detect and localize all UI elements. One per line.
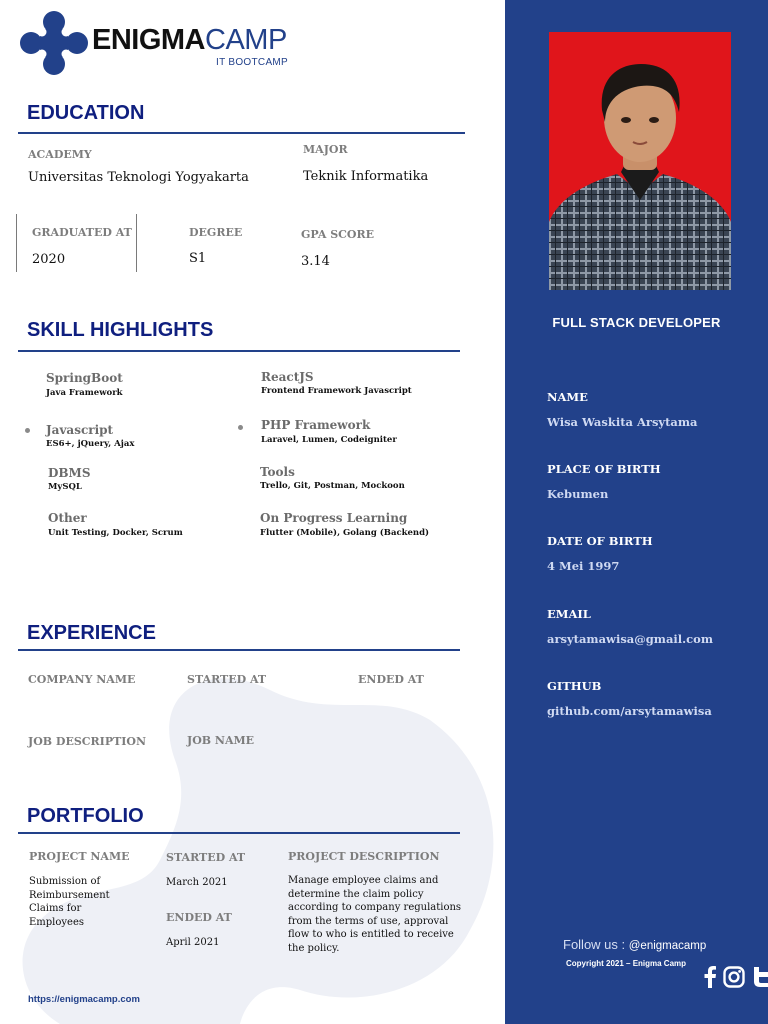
skill-name: ReactJS xyxy=(261,370,314,384)
experience-ended-label: ENDED AT xyxy=(358,673,424,686)
education-title: EDUCATION xyxy=(27,102,145,124)
skill-name: SpringBoot xyxy=(46,371,123,385)
company-name-label: COMPANY NAME xyxy=(28,673,136,686)
degree-value: S1 xyxy=(189,251,207,266)
email-value[interactable]: arsytamawisa@gmail.com xyxy=(547,632,713,646)
facebook-icon[interactable] xyxy=(703,966,717,988)
enigmacamp-logo xyxy=(20,10,310,78)
skill-name: DBMS xyxy=(48,466,91,480)
major-value: Teknik Informatika xyxy=(303,169,429,184)
gpa-value: 3.14 xyxy=(301,254,330,269)
bullet-icon xyxy=(238,425,243,430)
skill-desc: Trello, Git, Postman, Mockoon xyxy=(260,481,405,491)
skill-name: On Progress Learning xyxy=(260,511,408,525)
date-of-birth-block xyxy=(547,534,653,573)
social-icons xyxy=(703,966,768,988)
experience-title: EXPERIENCE xyxy=(27,622,156,644)
logo-word-light: CAMP xyxy=(205,24,287,56)
portfolio-ended-label: ENDED AT xyxy=(166,911,232,924)
name-block xyxy=(547,390,697,429)
place-of-birth-label: PLACE OF BIRTH xyxy=(547,462,661,476)
github-block xyxy=(547,679,712,718)
follow-handle[interactable]: @enigmacamp xyxy=(628,940,707,952)
academy-label: ACADEMY xyxy=(28,148,92,161)
copyright-text: Copyright 2021 – Enigma Camp xyxy=(566,959,687,968)
graduated-label: GRADUATED AT xyxy=(32,226,132,239)
website-link[interactable]: https://enigmacamp.com xyxy=(28,994,140,1005)
project-description-label: PROJECT DESCRIPTION xyxy=(288,850,440,863)
twitter-icon[interactable] xyxy=(751,966,768,988)
profile-photo xyxy=(549,32,731,290)
email-block xyxy=(547,607,713,646)
skill-name: Javascript xyxy=(46,423,114,437)
date-of-birth-value: 4 Mei 1997 xyxy=(547,559,620,573)
graduated-value: 2020 xyxy=(32,252,66,267)
major-label: MAJOR xyxy=(303,143,348,156)
job-name-label: JOB NAME xyxy=(187,734,255,747)
skill-desc: MySQL xyxy=(48,482,82,492)
job-description-label: JOB DESCRIPTION xyxy=(28,735,147,748)
skills-divider xyxy=(18,350,460,352)
portfolio-started-label: STARTED AT xyxy=(166,851,246,864)
follow-us xyxy=(563,937,706,952)
portfolio-title: PORTFOLIO xyxy=(27,805,144,827)
follow-label: Follow us : xyxy=(563,937,629,952)
portfolio-started-value: March 2021 xyxy=(166,877,228,888)
name-label: NAME xyxy=(547,390,588,404)
academy-value: Universitas Teknologi Yogyakarta xyxy=(28,170,249,185)
logo-wordmark xyxy=(92,24,287,57)
skill-desc: ES6+, jQuery, Ajax xyxy=(46,439,135,449)
skill-desc: Frontend Framework Javascript xyxy=(261,386,412,396)
skill-desc: Unit Testing, Docker, Scrum xyxy=(48,528,183,538)
experience-divider xyxy=(18,649,460,651)
portfolio-divider xyxy=(18,832,460,834)
bullet-icon xyxy=(25,428,30,433)
experience-started-label: STARTED AT xyxy=(187,673,267,686)
skills-title: SKILL HIGHLIGHTS xyxy=(27,319,214,341)
graduated-divider xyxy=(16,214,17,272)
skill-desc: Laravel, Lumen, Codeigniter xyxy=(261,435,397,445)
place-of-birth-value: Kebumen xyxy=(547,487,609,501)
github-label: GITHUB xyxy=(547,679,602,693)
email-label: EMAIL xyxy=(547,607,591,621)
skill-desc: Java Framework xyxy=(46,388,123,398)
instagram-icon[interactable] xyxy=(723,966,745,988)
skill-name: PHP Framework xyxy=(261,418,371,432)
place-of-birth-block xyxy=(547,462,661,501)
date-of-birth-label: DATE OF BIRTH xyxy=(547,534,653,548)
portfolio-ended-value: April 2021 xyxy=(166,937,220,948)
skill-name: Other xyxy=(48,511,87,525)
profile-sidebar xyxy=(505,0,768,1024)
project-name-value: Submission of Reimbursement Claims for Employees xyxy=(29,876,110,928)
job-role: FULL STACK DEVELOPER xyxy=(552,315,721,330)
gpa-label: GPA SCORE xyxy=(301,228,375,241)
degree-divider xyxy=(136,214,137,272)
education-divider xyxy=(18,132,465,134)
enigmacamp-logo-icon xyxy=(20,10,88,76)
github-value[interactable]: github.com/arsytamawisa xyxy=(547,704,712,718)
project-name-label: PROJECT NAME xyxy=(29,850,130,863)
name-value: Wisa Waskita Arsytama xyxy=(547,415,698,429)
logo-word-bold: ENIGMA xyxy=(92,24,205,56)
project-description-value: Manage employee claims and determine the claim policy according to company regulations from the terms of use, approval flow to who is entitled to receive the policy. xyxy=(288,875,462,954)
logo-subtitle: IT BOOTCAMP xyxy=(216,57,289,68)
degree-label: DEGREE xyxy=(189,226,243,239)
skill-name: Tools xyxy=(260,465,295,479)
skill-desc: Flutter (Mobile), Golang (Backend) xyxy=(260,528,430,538)
